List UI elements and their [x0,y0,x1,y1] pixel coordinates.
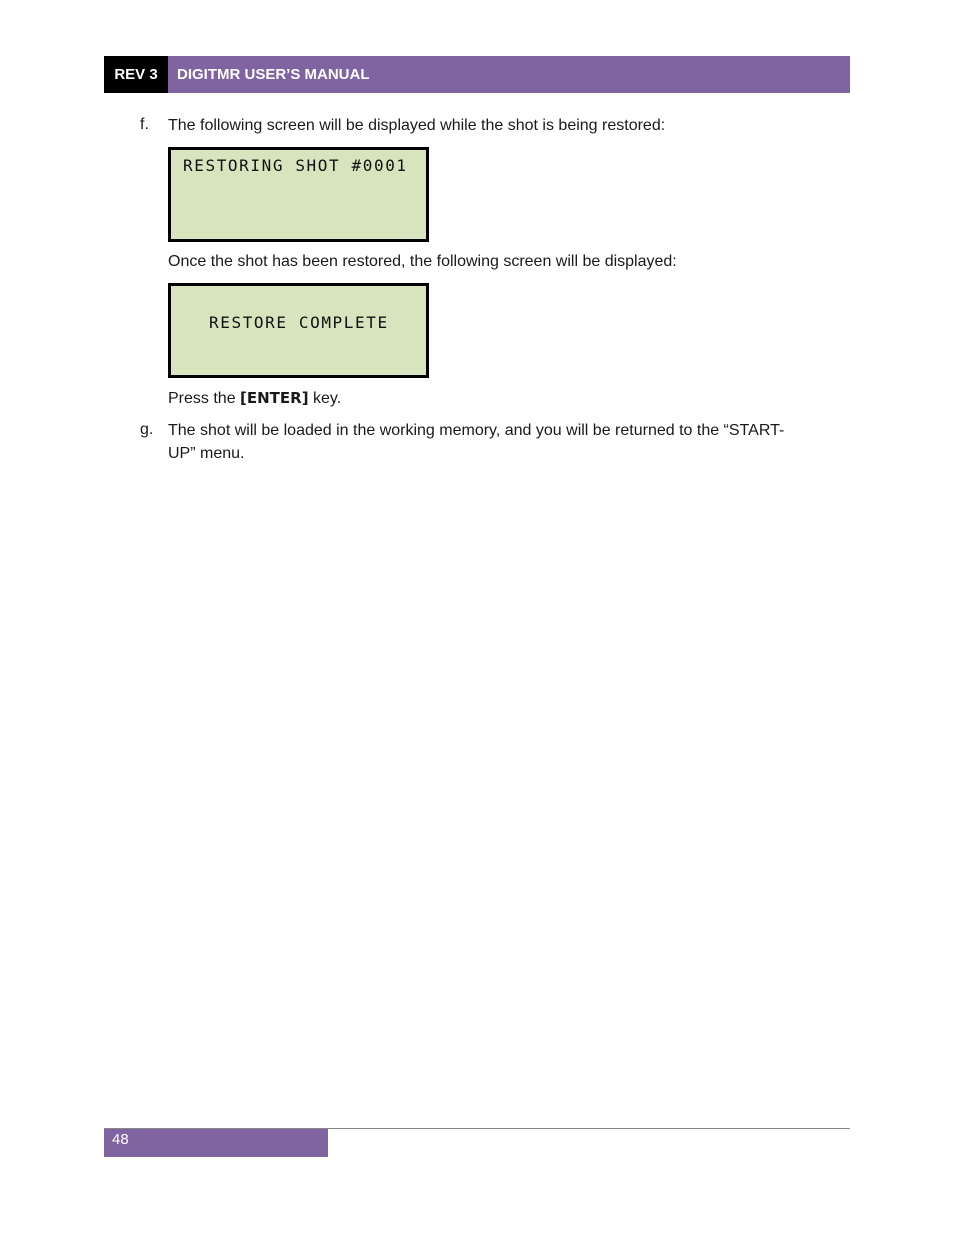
lcd-screen-restoring [168,147,429,242]
press-suffix: key. [308,390,342,407]
step-g-label: g. [140,421,154,438]
page-number: 48 [104,1129,328,1157]
step-g-line2: UP” menu. [168,445,245,462]
step-f-text: The following screen will be displayed while the shot is being restored: [168,117,666,134]
lcd-screen-complete [168,283,429,378]
revision-label: REV 3 [104,56,168,93]
restored-intro-text: Once the shot has been restored, the following screen will be displayed: [168,253,677,270]
press-enter-instruction [168,387,341,410]
step-f-label: f. [140,116,149,133]
step-g-line1: The shot will be loaded in the working memory, and you will be returned to the “START- [168,422,785,439]
manual-title: DIGITMR USER’S MANUAL [168,56,850,93]
lcd-restoring-line: RESTORING SHOT #0001 [183,156,408,175]
enter-key-label: [ENTER] [240,389,309,407]
press-prefix: Press the [168,390,241,407]
page-header [104,56,850,93]
lcd-complete-line: RESTORE COMPLETE [209,313,389,332]
